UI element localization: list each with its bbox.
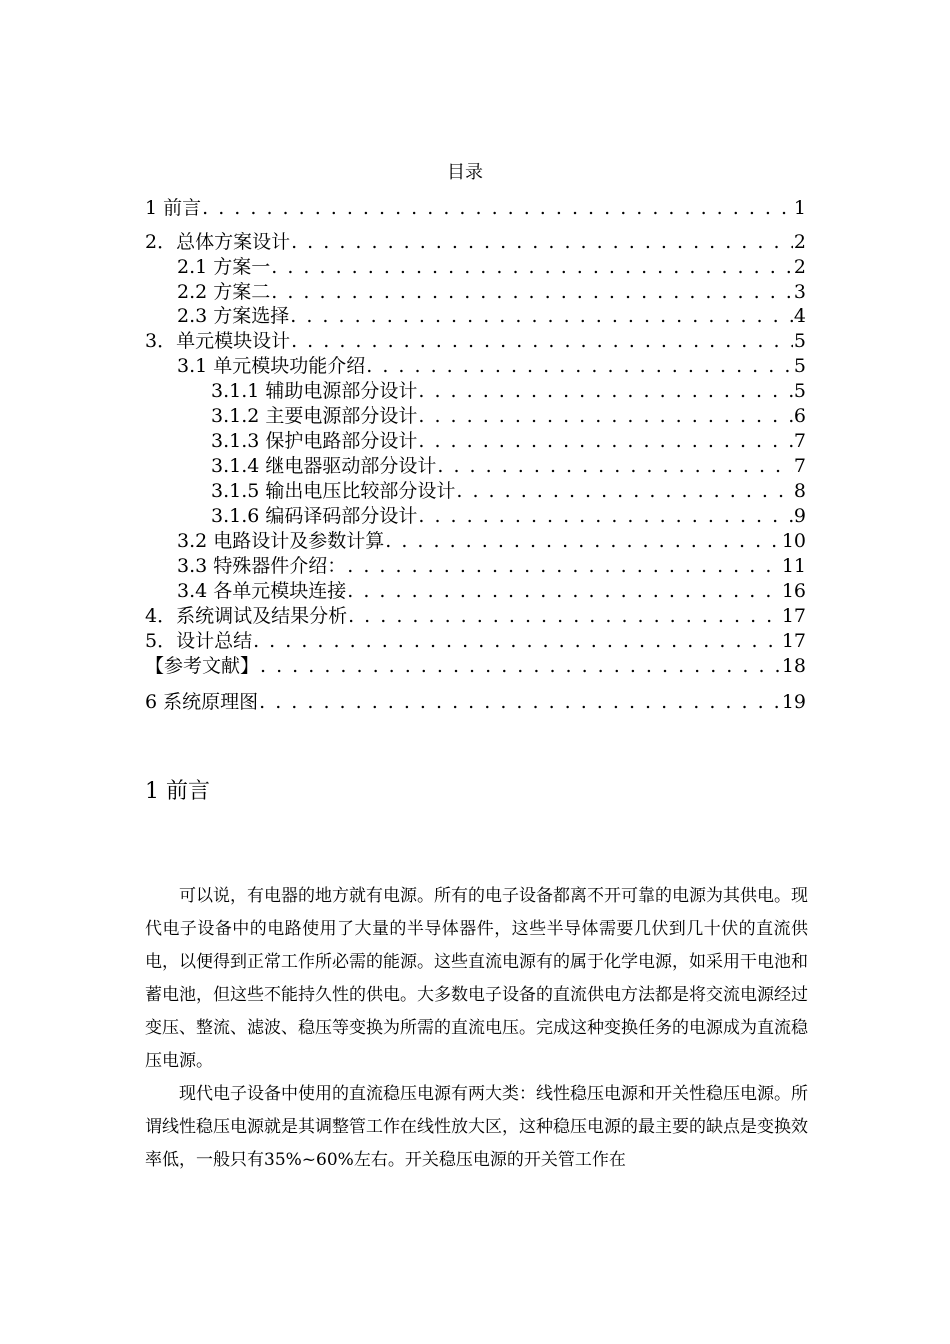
section-body xyxy=(145,880,808,1177)
toc-entry-page: 16 xyxy=(781,580,806,602)
toc-entry-label: 【参考文献】 xyxy=(145,655,260,677)
toc-leader-dots xyxy=(418,404,793,428)
toc-leader-dots xyxy=(347,579,781,603)
toc-entry[interactable] xyxy=(145,479,806,503)
toc-leader-dots xyxy=(253,629,781,653)
toc-entry[interactable] xyxy=(145,230,806,254)
toc-entry-label: 3．单元模块设计 xyxy=(145,330,291,352)
toc-entry-label: 3.1.5 输出电压比较部分设计 xyxy=(211,480,456,502)
toc-entry[interactable] xyxy=(145,429,806,453)
toc-entry-label: 3.1.1 辅助电源部分设计 xyxy=(211,380,418,402)
toc-entry-label: 5．设计总结 xyxy=(145,630,253,652)
toc-entry-page: 9 xyxy=(793,505,806,527)
toc-leader-dots xyxy=(290,304,793,328)
toc-leader-dots xyxy=(418,504,793,528)
toc-entry-page: 5 xyxy=(793,380,806,402)
body-paragraph: 可以说，有电器的地方就有电源。所有的电子设备都离不开可靠的电源为其供电。现代电子设备中的电路使用了大量的半导体器件，这些半导体需要几伏到几十伏的直流供电，以便得到正常工作所必需的能源。这些直流电源有的属于化学电源，如采用干电池和蓄电池，但这些不能持久性的供电。大多数电子设备的直流供电方法都是将交流电源经过变压、整流、滤波、稳压等变换为所需的直流电压。完成这种变换任务的电源成为直流稳压电源。 xyxy=(145,886,808,1071)
toc-entry[interactable] xyxy=(145,304,806,328)
toc-entry-page: 8 xyxy=(793,480,806,502)
toc-entry-label: 6 系统原理图 xyxy=(145,691,259,713)
toc-entry-label: 1 前言 xyxy=(145,197,202,219)
toc-entry-label: 4．系统调试及结果分析 xyxy=(145,605,348,627)
toc-entry-page: 1 xyxy=(793,197,806,219)
toc-entry-page: 3 xyxy=(793,281,806,303)
toc-entry-label: 3.3 特殊器件介绍： xyxy=(177,555,347,577)
toc-entry[interactable] xyxy=(145,579,806,603)
toc-entry-page: 7 xyxy=(793,430,806,452)
toc-leader-dots xyxy=(347,554,781,578)
toc-entry-page: 11 xyxy=(781,555,806,577)
toc-entry[interactable] xyxy=(145,654,806,678)
toc-leader-dots xyxy=(271,280,793,304)
toc-entry-label: 3.1.6 编码译码部分设计 xyxy=(211,505,418,527)
toc-entry[interactable] xyxy=(145,504,806,528)
toc-entry-label: 3.1.3 保护电路部分设计 xyxy=(211,430,418,452)
toc-leader-dots xyxy=(259,690,781,714)
toc-entry-label: 2.1 方案一 xyxy=(177,256,271,278)
toc-leader-dots xyxy=(418,379,793,403)
toc-leader-dots xyxy=(418,429,793,453)
toc-entry-label: 2.2 方案二 xyxy=(177,281,271,303)
toc-entry[interactable] xyxy=(145,454,806,478)
toc-entry-page: 4 xyxy=(793,305,806,327)
toc-entry-page: 2 xyxy=(793,256,806,278)
toc-leader-dots xyxy=(260,654,781,678)
toc-entry-page: 10 xyxy=(781,530,806,552)
toc-entry-label: 3.4 各单元模块连接 xyxy=(177,580,347,602)
toc-entry-page: 18 xyxy=(781,655,806,677)
toc-leader-dots xyxy=(271,255,793,279)
toc-entry-label: 3.1.2 主要电源部分设计 xyxy=(211,405,418,427)
toc-leader-dots xyxy=(202,196,793,220)
toc-entry[interactable] xyxy=(145,554,806,578)
body-paragraph: 现代电子设备中使用的直流稳压电源有两大类：线性稳压电源和开关性稳压电源。所谓线性稳压电源就是其调整管工作在线性放大区，这种稳压电源的最主要的缺点是变换效率低，一般只有35%~60%左右。开关稳压电源的开关管工作在 xyxy=(145,1084,808,1170)
toc-leader-dots xyxy=(366,354,793,378)
toc-entry-page: 19 xyxy=(781,691,806,713)
toc-leader-dots xyxy=(348,604,781,628)
toc-leader-dots xyxy=(291,329,793,353)
toc-leader-dots xyxy=(456,479,793,503)
toc-entry[interactable] xyxy=(145,196,806,220)
toc-entry[interactable] xyxy=(145,354,806,378)
toc-entry-label: 3.2 电路设计及参数计算 xyxy=(177,530,385,552)
section-heading: 1 前言 xyxy=(145,779,210,804)
toc-entry[interactable] xyxy=(145,529,806,553)
toc-leader-dots xyxy=(437,454,793,478)
toc-entry-page: 5 xyxy=(793,330,806,352)
toc-entry-label: 2.3 方案选择 xyxy=(177,305,290,327)
toc-entry[interactable] xyxy=(145,629,806,653)
toc-entry-page: 6 xyxy=(793,405,806,427)
toc-entry-label: 3.1.4 继电器驱动部分设计 xyxy=(211,455,437,477)
toc-entry[interactable] xyxy=(145,604,806,628)
toc-entry-page: 2 xyxy=(793,231,806,253)
toc-entry-page: 7 xyxy=(793,455,806,477)
toc-entry-page: 17 xyxy=(781,605,806,627)
toc-entry-page: 17 xyxy=(781,630,806,652)
toc-entry[interactable] xyxy=(145,379,806,403)
toc-entry-label: 2．总体方案设计 xyxy=(145,231,291,253)
toc-entry[interactable] xyxy=(145,280,806,304)
toc-entry[interactable] xyxy=(145,255,806,279)
toc-leader-dots xyxy=(291,230,793,254)
toc-entry-label: 3.1 单元模块功能介绍 xyxy=(177,355,366,377)
toc-entry[interactable] xyxy=(145,690,806,714)
toc-entry-page: 5 xyxy=(793,355,806,377)
toc-leader-dots xyxy=(385,529,781,553)
toc-entry[interactable] xyxy=(145,404,806,428)
toc-entry[interactable] xyxy=(145,329,806,353)
toc-title: 目录 xyxy=(447,162,483,183)
